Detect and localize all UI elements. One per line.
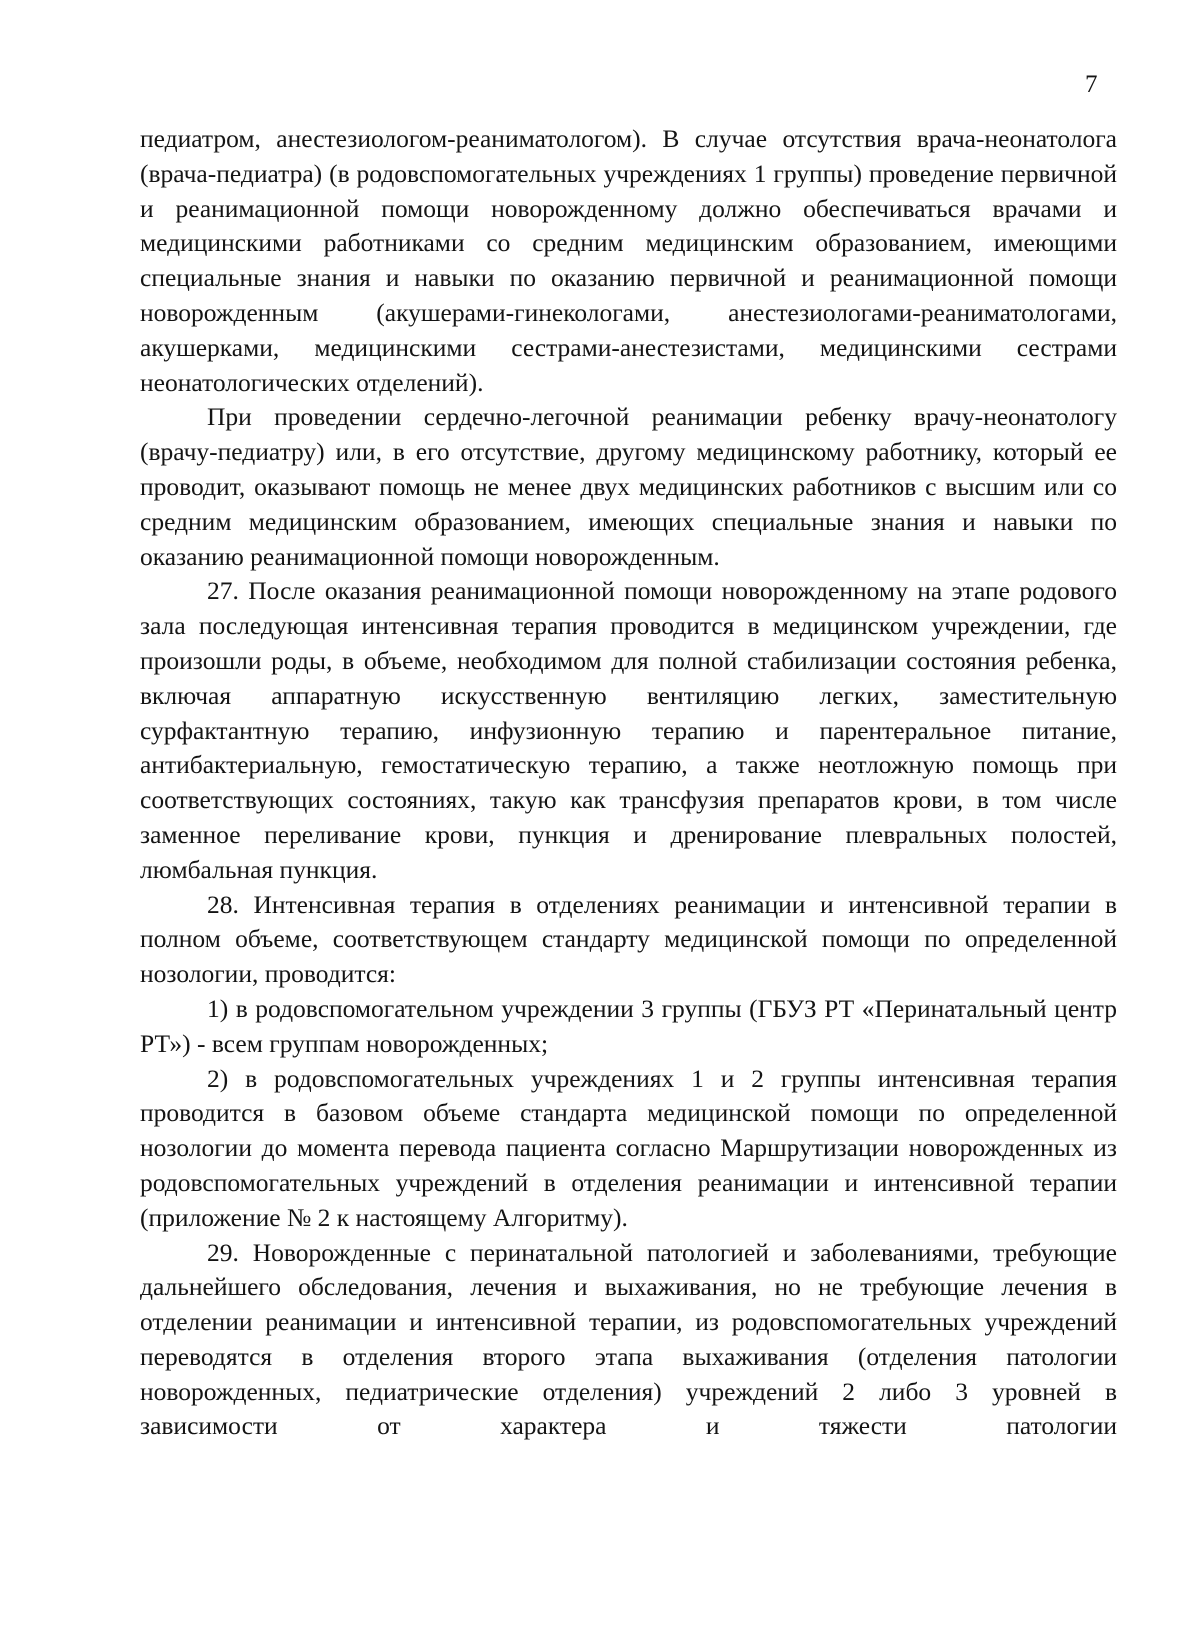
paragraph-continuation: педиатром, анестезиологом-реаниматологом). В случае отсутствия врача-неонатолога (врача-педиатра) (в родовспомогательных учреждениях 1 группы) проведение первичной и реанимационной помощи новорожденному должно обеспечиваться врачами и медицинскими работниками со средним медицинским образованием, имеющими специальные знания и навыки по оказанию первичной и реанимационной помощи новорожденным (акушерами-гинекологами, анестезиологами-реаниматологами, акушерками, медицинскими сестрами-анестезистами, медицинскими сестрами неонатологических отделений).: [140, 124, 1117, 397]
paragraph-item-27: 27. После оказания реанимационной помощи новорожденному на этапе родового зала последующая интенсивная терапия проводится в медицинском учреждении, где произошли роды, в объеме, необходимом для полной стабилизации состояния ребенка, включая аппаратную искусственную вентиляцию легких, заместительную сурфактантную терапию, инфузионную терапию и парентеральное питание, антибактериальную, гемостатическую терапию, а также неотложную помощь при соответствующих состояниях, такую как трансфузия препаратов крови, в том числе заменное переливание крови, пункция и дренирование плевральных полостей, люмбальная пункция.: [140, 576, 1117, 884]
page-number: 7: [1085, 71, 1098, 98]
paragraph-cpr-assistance: При проведении сердечно-легочной реанимации ребенку врачу-неонатологу (врачу-педиатру) или, в его отсутствие, другому медицинскому работнику, который ее проводит, оказывают помощь не менее двух медицинских работников с высшим или со средним медицинским образованием, имеющих специальные знания и навыки по оказанию реанимационной помощи новорожденным.: [140, 402, 1117, 571]
paragraph-item-28-1: 1) в родовспомогательном учреждении 3 группы (ГБУЗ РТ «Перинатальный центр РТ») - всем группам новорожденных;: [140, 993, 1117, 1058]
paragraph-item-29: 29. Новорожденные с перинатальной патологией и заболеваниями, требующие дальнейшего обследования, лечения и выхаживания, но не требующие лечения в отделении реанимации и интенсивной терапии, из родовспомогательных учреждений переводятся в отделения второго этапа выхаживания (отделения патологии новорожденных, педиатрические отделения) учреждений 2 либо 3 уровней в зависимости от характера и тяжести патологии: [140, 1237, 1117, 1441]
paragraph-item-28-2: 2) в родовспомогательных учреждениях 1 и 2 группы интенсивная терапия проводится в базовом объеме стандарта медицинской помощи по определенной нозологии до момента перевода пациента согласно Маршрутизации новорожденных из родовспомогательных учреждений в отделения реанимации и интенсивной терапии (приложение № 2 к настоящему Алгоритму).: [140, 1063, 1117, 1232]
document-body: [140, 122, 1117, 1444]
paragraph-item-28: 28. Интенсивная терапия в отделениях реанимации и интенсивной терапии в полном объеме, соответствующем стандарту медицинской помощи по определенной нозологии, проводится:: [140, 889, 1117, 989]
